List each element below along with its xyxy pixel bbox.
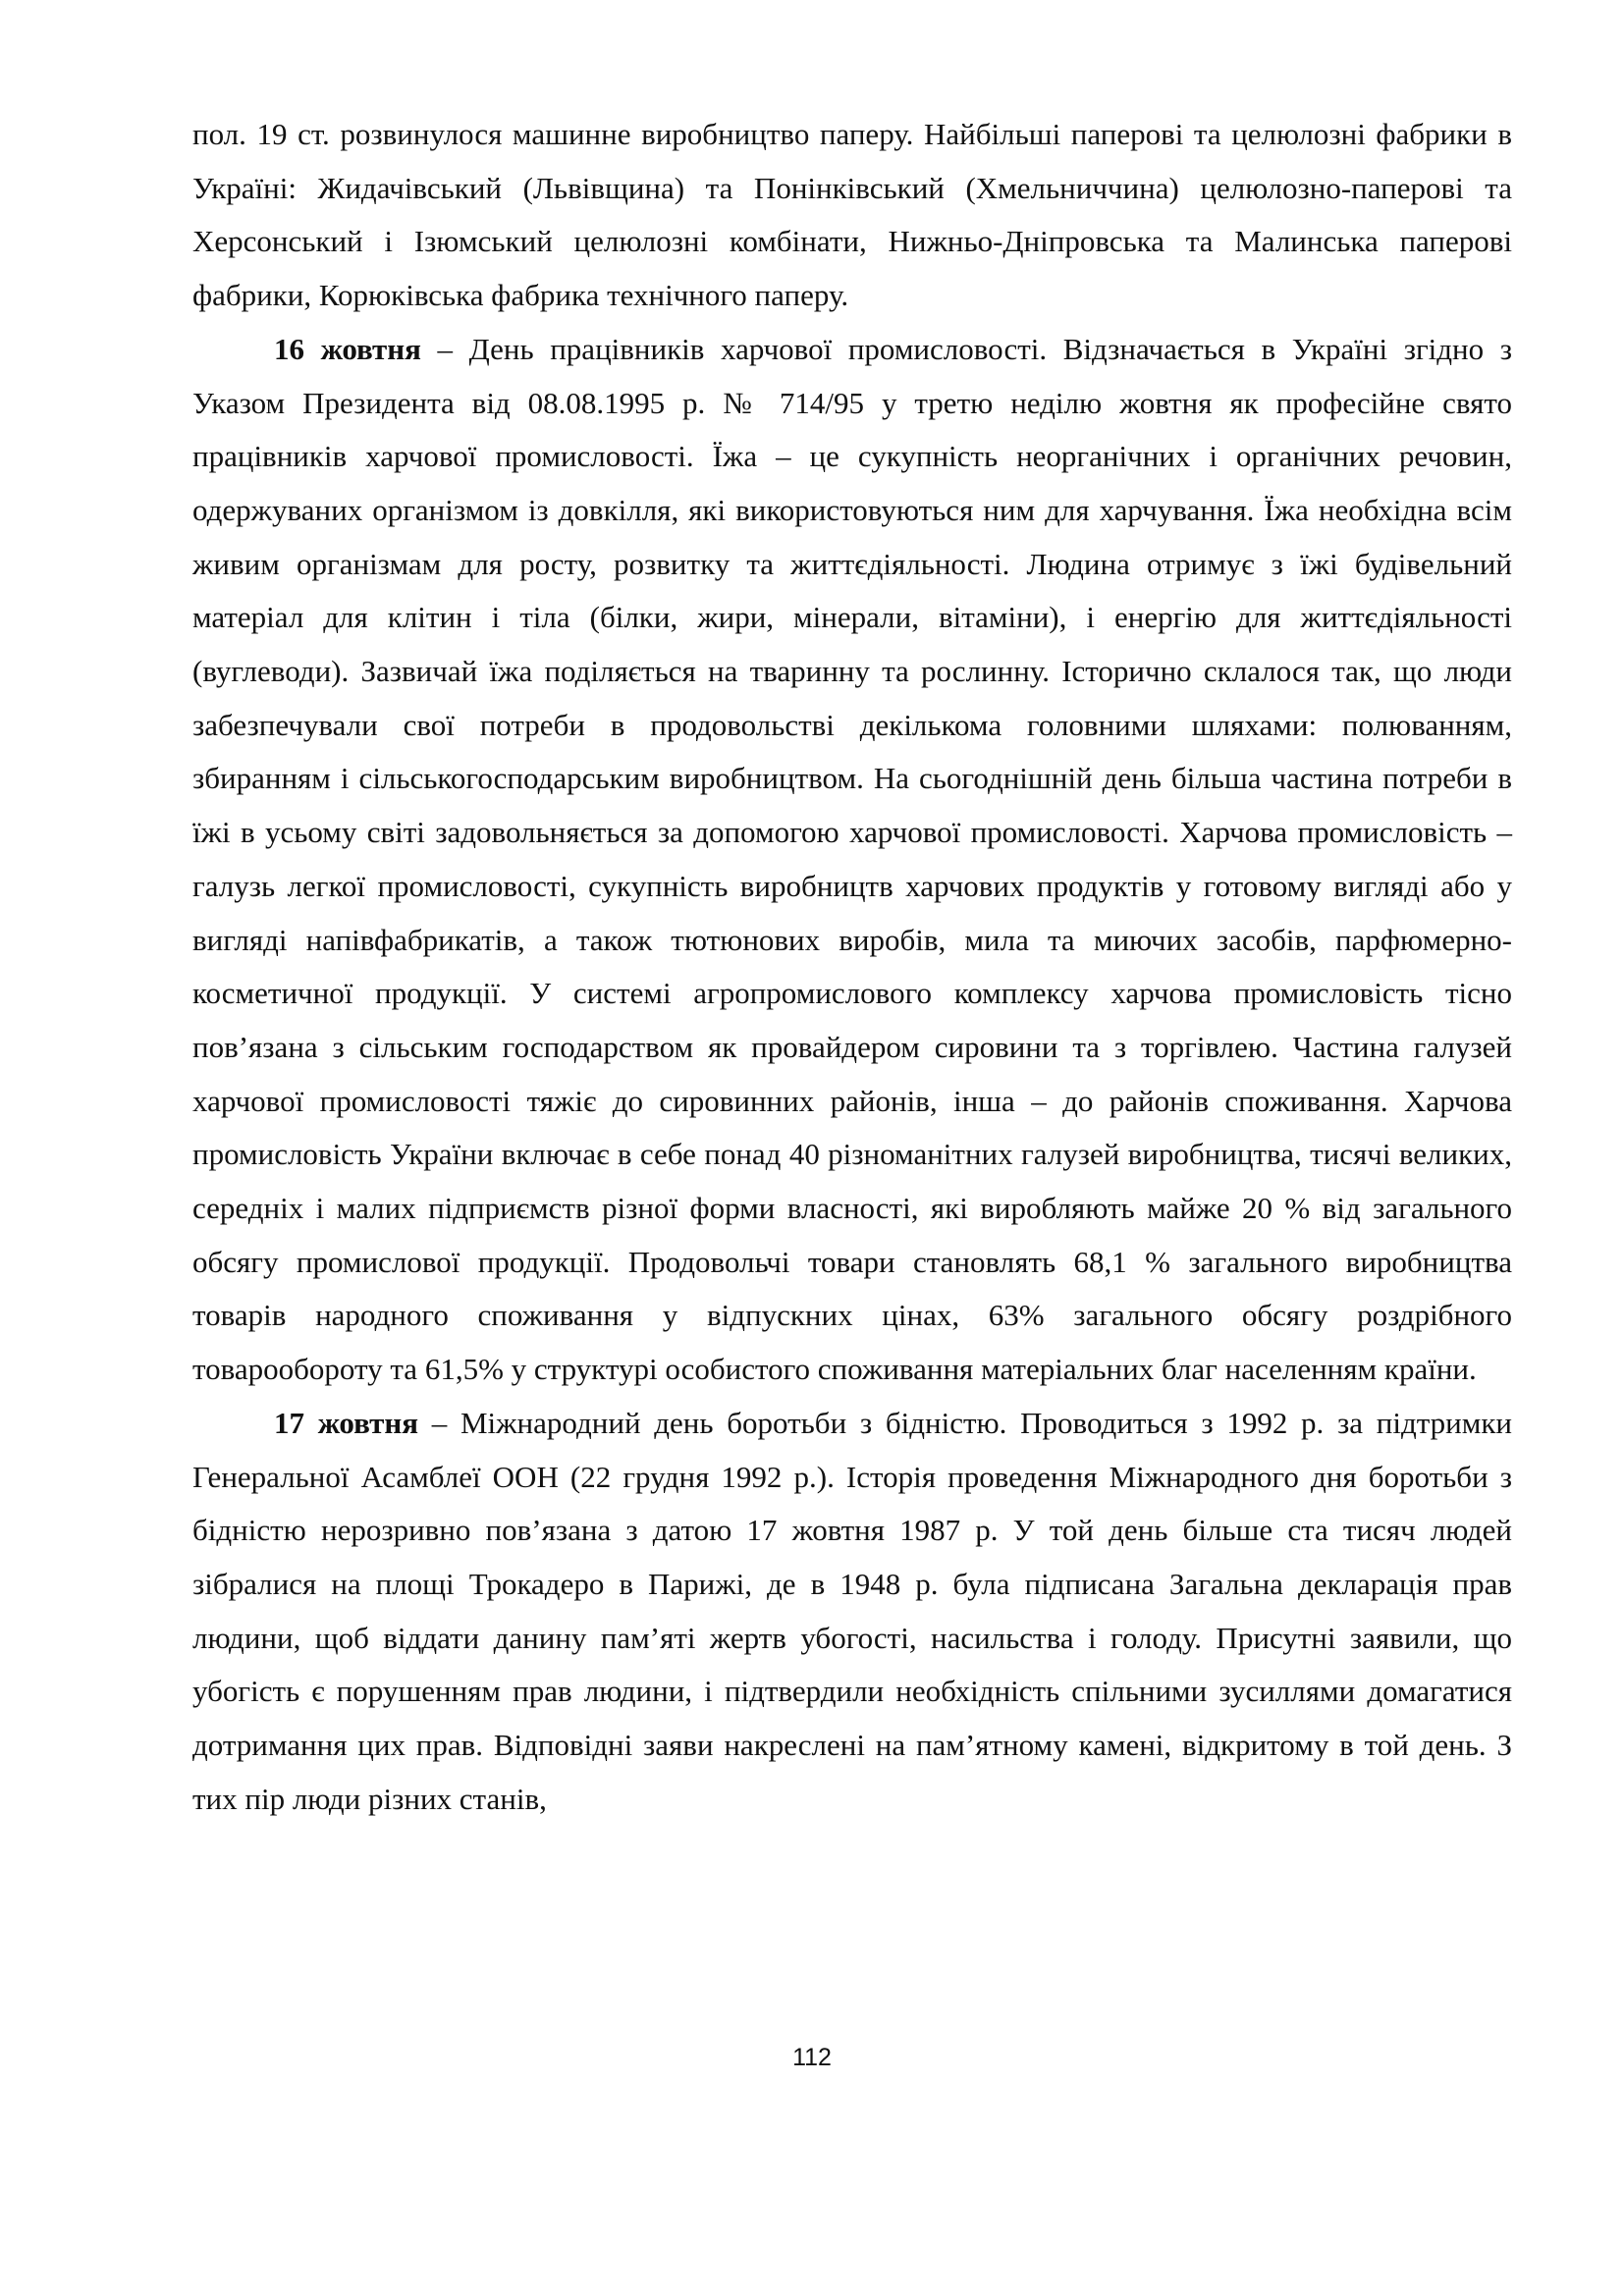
document-body — [192, 108, 1512, 1827]
paragraph-body: – День працівників харчової промисловості. Відзначається в Україні згідно з Указом Президента від 08.08.1995 р. № 714/95 у третю неділю жовтня як професійне свято працівників харчової промисловості. Їжа – це сукупність неорганічних і органічних речовин, одержуваних організмом із довкілля, які використовуються ним для харчування. Їжа необхідна всім живим організмам для росту, розвитку та життєдіяльності. Людина отримує з їжі будівельний матеріал для клітин і тіла (білки, жири, мінерали, вітаміни), і енергію для життєдіяльності (вуглеводи). Зазвичай їжа поділяється на тваринну та рослинну. Історично склалося так, що люди забезпечували свої потреби в продовольстві декількома головними шляхами: полюванням, збиранням і сільськогосподарським виробництвом. На сьогоднішній день більша частина потреби в їжі в усьому світі задовольняється за допомогою харчової промисловості. Харчова промисловість – галузь легкої промисловості, сукупність виробництв харчових продуктів у готовому вигляді або у вигляді напівфабрикатів, а також тютюнових виробів, мила та миючих засобів, парфюмерно-косметичної продукції. У системі агропромислового комплексу харчова промисловість тісно пов’язана з сільським господарством як провайдером сировини та з торгівлею. Частина галузей харчової промисловості тяжіє до сировинних районів, інша – до районів споживання. Харчова промисловість України включає в себе понад 40 різноманітних галузей виробництва, тисячі великих, середніх і малих підприємств різної форми власності, які виробляють майже 20 % від загального обсягу промислової продукції. Продовольчі товари становлять 68,1 % загального виробництва товарів народного споживання у відпускних цінах, 63% загального обсягу роздрібного товарообороту та 61,5% у структурі особистого споживання матеріальних благ населенням країни. — [192, 331, 1512, 1387]
paragraph-body: – Міжнародний день боротьби з бідністю. Проводиться з 1992 р. за підтримки Генеральної Асамблеї ООН (22 грудня 1992 р.). Історія проведення Міжнародного дня боротьби з бідністю нерозривно пов’язана з датою 17 жовтня 1987 р. У той день більше ста тисяч людей зібралися на площі Трокадеро в Парижі, де в 1948 р. була підписана Загальна декларація прав людини, щоб віддати данину пам’яті жертв убогості, насильства і голоду. Присутні заявили, що убогість є порушенням прав людини, і підтвердили необхідність спільними зусиллями домагатися дотримання цих прав. Відповідні заяви накреслені на пам’ятному камені, відкритому в той день. З тих пір люди різних станів, — [192, 1405, 1512, 1816]
page-number: 112 — [792, 2044, 832, 2071]
paragraph-poverty-day — [192, 1397, 1512, 1827]
paragraph-body: пол. 19 ст. розвинулося машинне виробництво паперу. Найбільші паперові та целюлозні фабрики в Україні: Жидачівський (Львівщина) та Понінківський (Хмельниччина) целюлозно-паперові та Херсонський і Ізюмський целюлозні комбінати, Нижньо-Дніпровська та Малинська паперові фабрики, Корюківська фабрика технічного паперу. — [192, 117, 1512, 313]
paragraph-paper-industry — [192, 108, 1512, 323]
paragraph-date-heading: 17 жовтня — [274, 1405, 418, 1440]
paragraph-date-heading: 16 жовтня — [274, 331, 421, 366]
paragraph-food-industry-day — [192, 323, 1512, 1397]
